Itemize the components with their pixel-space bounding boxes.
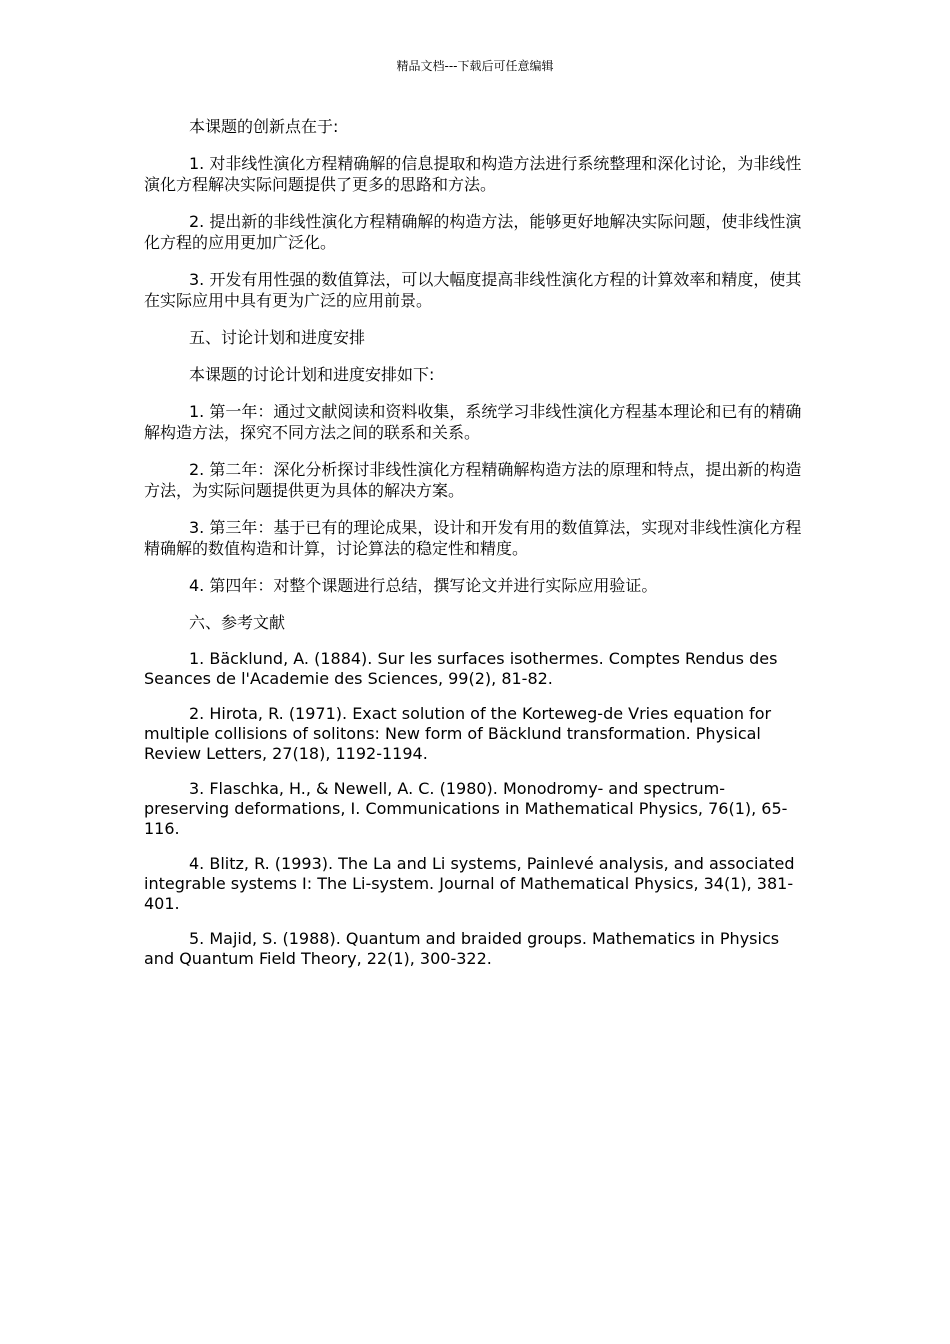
plan-year-3: 3. 第三年：基于已有的理论成果，设计和开发有用的数值算法，实现对非线性演化方程精确解的数值构造和计算，讨论算法的稳定性和精度。 [144,518,802,558]
plan-year-2: 2. 第二年：深化分析探讨非线性演化方程精确解构造方法的原理和特点，提出新的构造方法，为实际问题提供更为具体的解决方案。 [144,460,802,500]
section-heading-references: 六、参考文献 [189,613,286,632]
plan-intro: 本课题的讨论计划和进度安排如下: [189,365,435,384]
reference-item: 2. Hirota, R. (1971). Exact solution of the Korteweg-de Vries equation for multiple collisions of solitons: New form of Bäcklund transformation. Physical Review Letters, 27(18), 1192-1194. [144,704,772,763]
innovation-point-3: 3. 开发有用性强的数值算法，可以大幅度提高非线性演化方程的计算效率和精度，使其在实际应用中具有更为广泛的应用前景。 [144,270,802,310]
page-header: 精品文档---下载后可任意编辑 [396,59,554,73]
section-heading-plan: 五、讨论计划和进度安排 [189,328,366,347]
reference-item: 1. Bäcklund, A. (1884). Sur les surfaces isothermes. Comptes Rendus des Seances de l'Academie des Sciences, 99(2), 81-82. [144,649,778,688]
innovation-point-2: 2. 提出新的非线性演化方程精确解的构造方法，能够更好地解决实际问题，使非线性演化方程的应用更加广泛化。 [144,212,802,252]
innovation-point-1: 1. 对非线性演化方程精确解的信息提取和构造方法进行系统整理和深化讨论，为非线性演化方程解决实际问题提供了更多的思路和方法。 [144,154,802,194]
plan-year-4: 4. 第四年：对整个课题进行总结，撰写论文并进行实际应用验证。 [189,576,658,595]
document-body [144,116,804,984]
reference-item: 5. Majid, S. (1988). Quantum and braided groups. Mathematics in Physics and Quantum Field Theory, 22(1), 300-322. [144,929,780,968]
plan-year-1: 1. 第一年：通过文献阅读和资料收集，系统学习非线性演化方程基本理论和已有的精确解构造方法，探究不同方法之间的联系和关系。 [144,402,802,442]
reference-item: 3. Flaschka, H., & Newell, A. C. (1980). Monodromy- and spectrum-preserving deformations, I. Communications in Mathematical Physics, 76(1), 65-116. [144,779,788,838]
innovation-intro: 本课题的创新点在于: [189,117,339,136]
reference-item: 4. Blitz, R. (1993). The La and Li systems, Painlevé analysis, and associated integrable systems I: The Li-system. Journal of Mathematical Physics, 34(1), 381-401. [144,854,795,913]
